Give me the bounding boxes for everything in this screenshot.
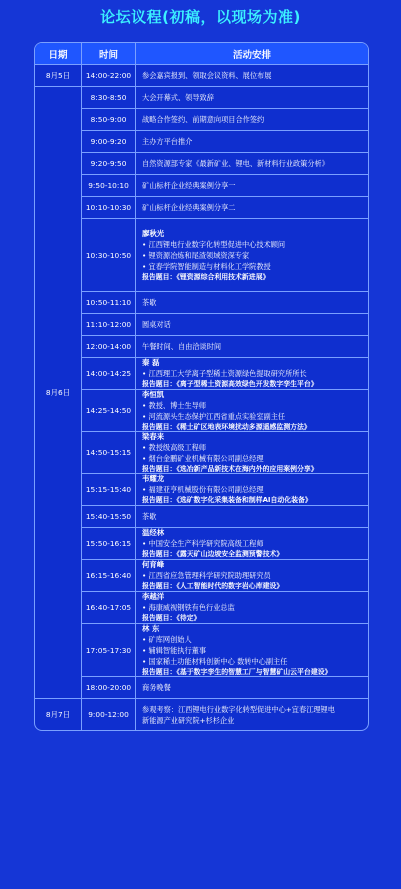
speaker-title: • 锂资源冶炼和尾渣领域资深专家 bbox=[142, 250, 362, 261]
activity-text: 参观考察：江西锂电行业数字化转型促进中心+宜春江理锂电 bbox=[142, 704, 335, 714]
time-cell: 9:50-10:10 bbox=[82, 175, 136, 197]
speaker-name: 温经林 bbox=[142, 528, 165, 537]
agenda-grid bbox=[35, 65, 368, 730]
activity-cell bbox=[136, 677, 368, 699]
report-topic: 报告题目：《选矿数字化采集装备和制样AI自动化装备》 bbox=[142, 496, 312, 504]
time-cell: 9:00-9:20 bbox=[82, 131, 136, 153]
time-cell: 15:15-15:40 bbox=[82, 474, 136, 506]
activity-cell bbox=[136, 624, 368, 677]
speaker-title: • 河流源头生态保护江西省重点实验室副主任 bbox=[142, 411, 362, 422]
time-cell: 8:30-8:50 bbox=[82, 87, 136, 109]
speaker-title: • 海康威视钢铁有色行业总监 bbox=[142, 602, 362, 613]
report-topic: 报告题目：《露天矿山边坡安全监测预警技术》 bbox=[142, 550, 284, 558]
time-cell: 12:00-14:00 bbox=[82, 336, 136, 358]
time-cell: 15:50-16:15 bbox=[82, 528, 136, 560]
speaker-title: • 中国安全生产科学研究院高级工程师 bbox=[142, 538, 362, 549]
report-topic: 报告题目：《稀土矿区地表环境扰动多源遥感监测方法》 bbox=[142, 422, 311, 431]
speaker-title: • 江西理工大学离子型稀土资源绿色提取研究所所长 bbox=[142, 368, 362, 379]
speaker-name: 林 东 bbox=[142, 623, 160, 633]
date-cell: 8月7日 bbox=[35, 699, 82, 730]
activity-cell bbox=[136, 592, 368, 624]
agenda-table bbox=[34, 42, 369, 731]
speaker-title: • 江西省应急管理科学研究院助理研究员 bbox=[142, 570, 362, 581]
activity-text: 主办方平台推介 bbox=[142, 137, 193, 146]
speaker-title: • 教授级高级工程师 bbox=[142, 442, 362, 453]
report-topic: 报告题目：《人工智能时代的数字岩心库建设》 bbox=[142, 582, 284, 590]
time-cell: 10:30-10:50 bbox=[82, 219, 136, 292]
activity-text: 大会开幕式、领导致辞 bbox=[142, 93, 214, 102]
activity-cell bbox=[136, 153, 368, 175]
activity-cell bbox=[136, 87, 368, 109]
time-cell: 8:50-9:00 bbox=[82, 109, 136, 131]
report-topic: 报告题目：《待定》 bbox=[142, 614, 201, 622]
activity-text: 茶歇 bbox=[142, 298, 157, 307]
activity-text: 矿山标杆企业经典案例分享二 bbox=[142, 203, 236, 212]
report-topic: 报告题目：《基于数字孪生的智慧工厂与智慧矿山云平台建设》 bbox=[142, 667, 332, 676]
time-cell: 17:05-17:30 bbox=[82, 624, 136, 677]
time-cell: 14:00-14:25 bbox=[82, 358, 136, 390]
activity-text: 战略合作签约、前期意向项目合作签约 bbox=[142, 115, 265, 124]
page-title: 论坛议程(初稿，以现场为准) bbox=[100, 8, 301, 26]
time-cell: 16:40-17:05 bbox=[82, 592, 136, 624]
time-cell: 14:00-22:00 bbox=[82, 65, 136, 87]
header-activity: 活动安排 bbox=[232, 49, 271, 61]
activity-cell bbox=[136, 528, 368, 560]
time-cell: 14:25-14:50 bbox=[82, 390, 136, 432]
time-cell: 10:10-10:30 bbox=[82, 197, 136, 219]
activity-text: 矿山标杆企业经典案例分享一 bbox=[142, 181, 236, 190]
speaker-title: • 烟台金鹏矿业机械有限公司副总经理 bbox=[142, 453, 362, 464]
speaker-title: • 教授、博士生导师 bbox=[142, 400, 362, 411]
speaker-title: • 矿库网创始人 bbox=[142, 634, 362, 645]
activity-cell bbox=[136, 219, 368, 292]
activity-cell bbox=[136, 65, 368, 87]
speaker-title: • 福建亚亨机械股份有限公司副总经理 bbox=[142, 484, 362, 495]
time-cell: 10:50-11:10 bbox=[82, 292, 136, 314]
report-topic: 报告题目：《离子型稀土资源高效绿色开发数字孪生平台》 bbox=[142, 380, 318, 388]
time-cell: 14:50-15:15 bbox=[82, 432, 136, 474]
activity-cell bbox=[136, 699, 368, 730]
activity-cell bbox=[136, 197, 368, 219]
speaker-name: 秦 磊 bbox=[142, 358, 160, 367]
date-cell: 8月6日 bbox=[35, 87, 82, 699]
activity-text: 茶歇 bbox=[142, 512, 157, 521]
report-topic: 报告题目：《选冶新产品新技术在海内外的应用案例分享》 bbox=[142, 464, 318, 473]
activity-cell bbox=[136, 131, 368, 153]
speaker-title: • 江西锂电行业数字化转型促进中心技术顾问 bbox=[142, 239, 362, 250]
speaker-name: 韦耀龙 bbox=[142, 474, 165, 483]
activity-cell bbox=[136, 390, 368, 432]
activity-cell bbox=[136, 336, 368, 358]
header-date: 日期 bbox=[35, 43, 82, 64]
activity-cell bbox=[136, 474, 368, 506]
speaker-name: 梁春来 bbox=[142, 431, 165, 441]
activity-text: 商务晚餐 bbox=[142, 683, 171, 692]
speaker-name: 李越洋 bbox=[142, 592, 165, 601]
header-time: 时间 bbox=[82, 43, 136, 64]
speaker-title: • 宜春学院智能制造与材料化工学院教授 bbox=[142, 261, 362, 272]
activity-text: 自然资源部专家《最新矿业、锂电、新材料行业政策分析》 bbox=[142, 159, 329, 168]
report-topic: 报告题目：《锂资源综合利用技术新进展》 bbox=[142, 272, 270, 281]
time-cell: 11:10-12:00 bbox=[82, 314, 136, 336]
activity-cell bbox=[136, 292, 368, 314]
activity-cell bbox=[136, 109, 368, 131]
table-header bbox=[35, 43, 368, 65]
date-cell: 8月5日 bbox=[35, 65, 82, 87]
activity-cell bbox=[136, 560, 368, 592]
activity-text: 午餐时间、自由洽谈时间 bbox=[142, 342, 222, 351]
activity-cell bbox=[136, 314, 368, 336]
speaker-name: 李恒凯 bbox=[142, 389, 165, 399]
time-cell: 18:00-20:00 bbox=[82, 677, 136, 699]
speaker-name: 廖秋光 bbox=[142, 228, 165, 238]
activity-text: 新能源产业研究院+杉杉企业 bbox=[142, 715, 235, 725]
activity-text: 圆桌对话 bbox=[142, 320, 171, 329]
speaker-title: • 辅辑智能执行董事 bbox=[142, 645, 362, 656]
activity-cell bbox=[136, 506, 368, 528]
time-cell: 9:00-12:00 bbox=[82, 699, 136, 730]
activity-cell bbox=[136, 358, 368, 390]
speaker-name: 何育峰 bbox=[142, 560, 165, 569]
activity-text: 参会嘉宾报到、领取会议资料、展位布展 bbox=[142, 71, 272, 80]
activity-cell bbox=[136, 432, 368, 474]
speaker-title: • 国家稀土功能材料创新中心 数转中心副主任 bbox=[142, 656, 362, 667]
time-cell: 15:40-15:50 bbox=[82, 506, 136, 528]
time-cell: 9:20-9:50 bbox=[82, 153, 136, 175]
activity-cell bbox=[136, 175, 368, 197]
time-cell: 16:15-16:40 bbox=[82, 560, 136, 592]
